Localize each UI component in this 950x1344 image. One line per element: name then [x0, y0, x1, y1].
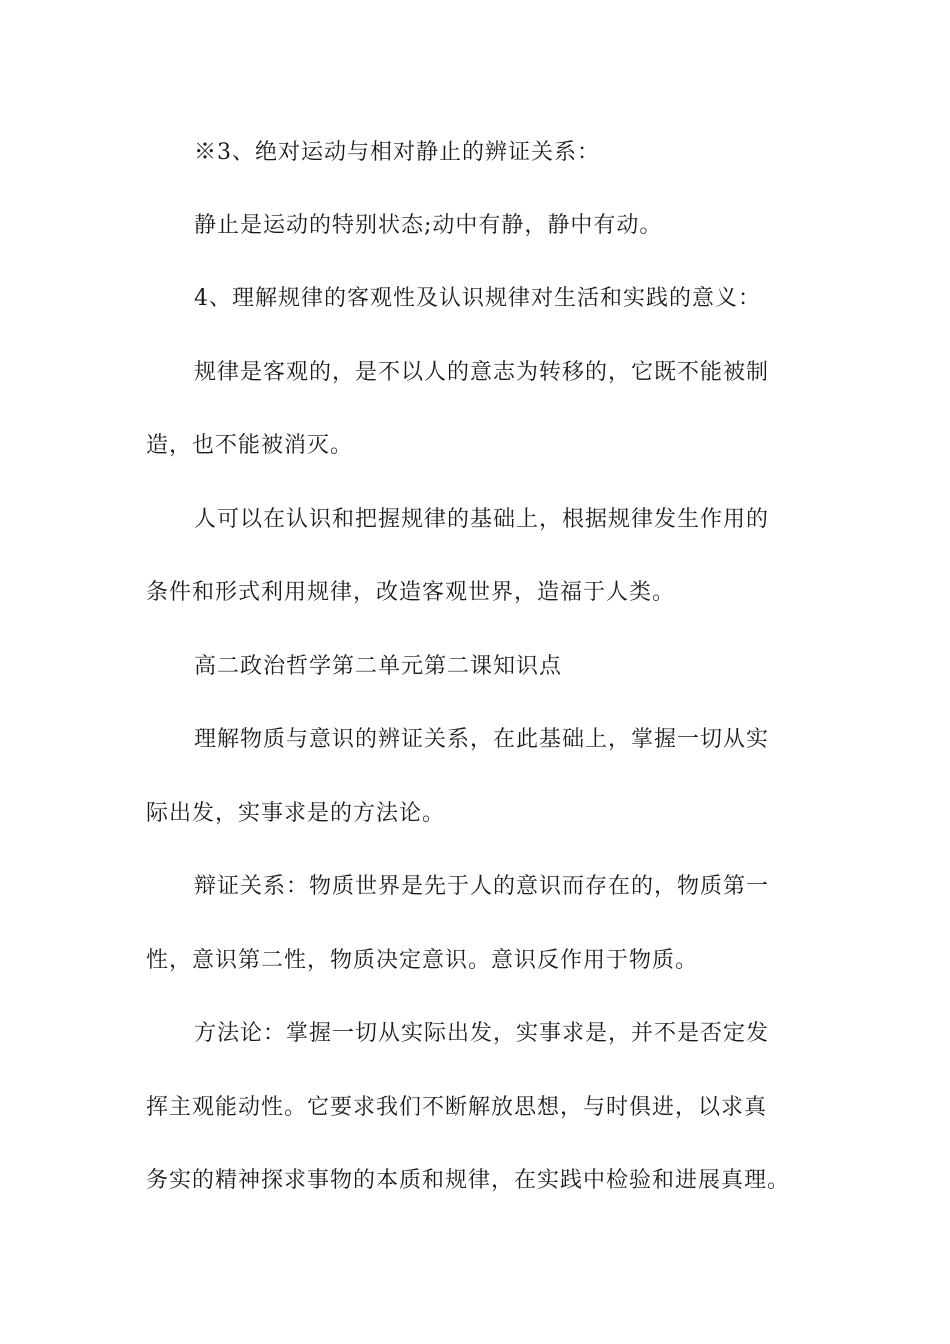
lesson-title: 高二政治哲学第二单元第二课知识点	[194, 654, 563, 679]
paragraph-line: 挥主观能动性。它要求我们不断解放思想，与时俱进，以求真	[146, 1095, 768, 1120]
paragraph-line: 造，也不能被消灭。	[146, 433, 354, 458]
paragraph-line: 静止是运动的特别状态;动中有静，静中有动。	[194, 213, 663, 238]
paragraph-line: 规律是客观的，是不以人的意志为转移的，它既不能被制	[194, 360, 770, 385]
paragraph-line: 条件和形式利用规律，改造客观世界，造福于人类。	[146, 580, 676, 605]
paragraph-line: 际出发，实事求是的方法论。	[146, 801, 446, 826]
paragraph-line: 理解物质与意识的辨证关系，在此基础上，掌握一切从实	[194, 727, 770, 752]
paragraph-line: 性，意识第二性，物质决定意识。意识反作用于物质。	[146, 948, 699, 973]
paragraph-line: 人可以在认识和把握规律的基础上，根据规律发生作用的	[194, 507, 770, 532]
section-heading-3: ※3、绝对运动与相对静止的辨证关系：	[194, 140, 600, 165]
section-heading-4: 4、理解规律的客观性及认识规律对生活和实践的意义：	[194, 286, 761, 311]
paragraph-line: 务实的精神探求事物的本质和规律，在实践中检验和进展真理。	[146, 1168, 791, 1193]
paragraph-line: 辩证关系：物质世界是先于人的意识而存在的，物质第一	[194, 874, 770, 899]
paragraph-line: 方法论：掌握一切从实际出发，实事求是，并不是否定发	[194, 1021, 770, 1046]
